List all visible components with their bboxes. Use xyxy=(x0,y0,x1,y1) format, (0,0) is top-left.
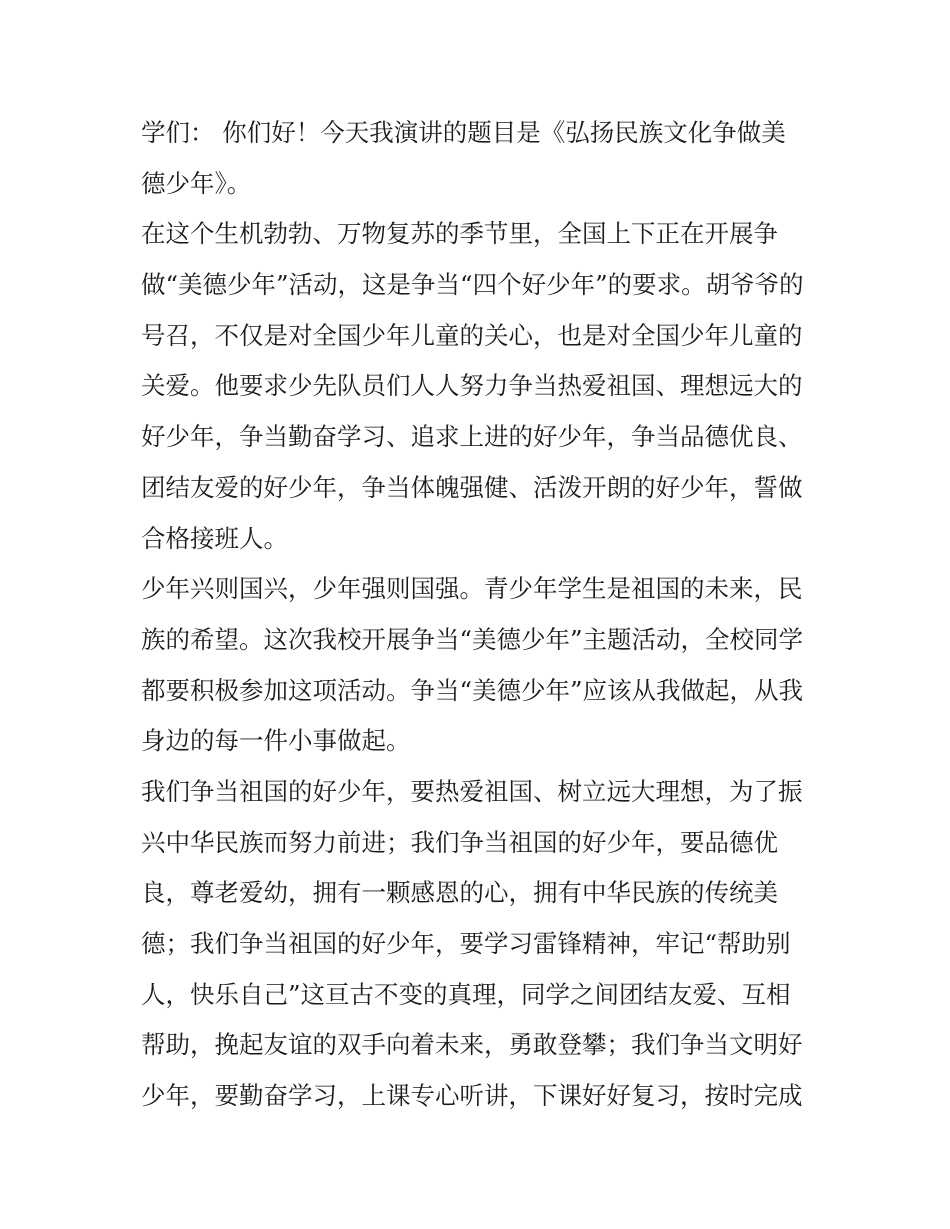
text-line: 号召，不仅是对全国少年儿童的关心，也是对全国少年儿童的 xyxy=(141,320,803,350)
speech-body-text xyxy=(141,108,821,1122)
text-line: 德少年》。 xyxy=(141,168,252,198)
text-line: 都要积极参加这项活动。争当“美德少年”应该从我做起，从我 xyxy=(141,675,804,705)
text-line: 关爱。他要求少先队员们人人努力争当热爱祖国、理想远大的 xyxy=(141,371,803,401)
text-line: 德；我们争当祖国的好少年，要学习雷锋精神，牢记“帮助别 xyxy=(141,929,791,958)
text-line: 好少年，争当勤奋学习、追求上进的好少年，争当品德优良、 xyxy=(141,422,803,452)
text-line: 少年兴则国兴，少年强则国强。青少年学生是祖国的未来，民 xyxy=(141,574,803,604)
text-line: 团结友爱的好少年，争当体魄强健、活泼开朗的好少年，誓做 xyxy=(141,472,803,502)
text-line: 少年，要勤奋学习，上课专心听讲，下课好好复习，按时完成 xyxy=(141,1081,803,1111)
text-line: 做“美德少年”活动，这是争当“四个好少年”的要求。胡爷爷的 xyxy=(141,270,804,300)
text-line: 学们： 你们好！今天我演讲的题目是《弘扬民族文化争做美 xyxy=(141,118,786,147)
text-line: 帮助，挽起友谊的双手向着未来，勇敢登攀；我们争当文明好 xyxy=(141,1030,803,1060)
text-line: 身边的每一件小事做起。 xyxy=(141,726,411,756)
text-line: 良，尊老爱幼，拥有一颗感恩的心，拥有中华民族的传统美 xyxy=(141,878,778,908)
text-line: 在这个生机勃勃、万物复苏的季节里，全国上下正在开展争 xyxy=(141,219,778,249)
text-line: 族的希望。这次我校开展争当“美德少年”主题活动，全校同学 xyxy=(141,624,804,654)
text-line: 兴中华民族而努力前进；我们争当祖国的好少年，要品德优 xyxy=(141,827,778,857)
text-line: 人，快乐自己”这亘古不变的真理，同学之间团结友爱、互相 xyxy=(141,979,791,1009)
text-line: 合格接班人。 xyxy=(141,523,288,553)
text-line: 我们争当祖国的好少年，要热爱祖国、树立远大理想，为了振 xyxy=(141,776,803,806)
